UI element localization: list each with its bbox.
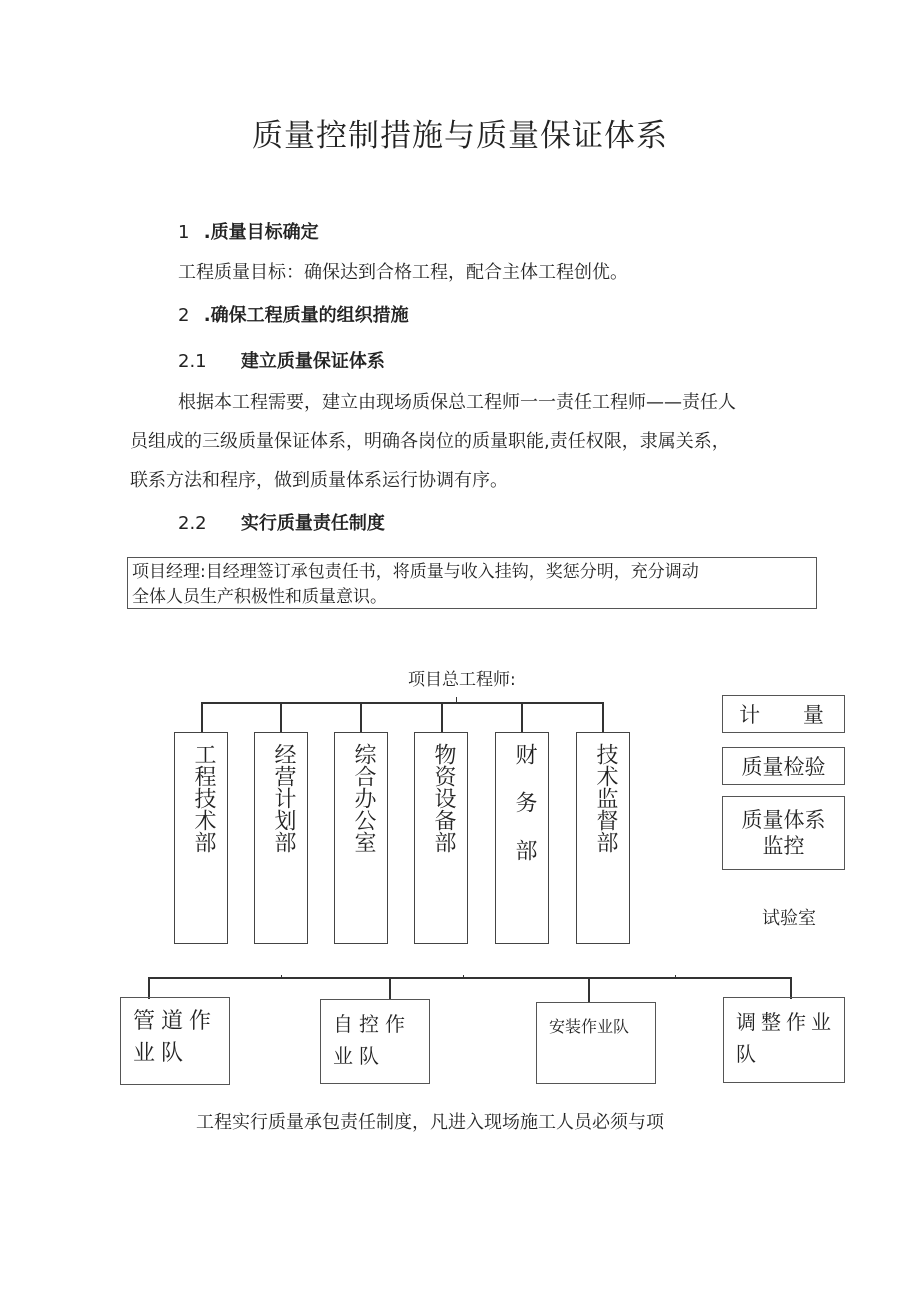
section-2-1-line-2: 员组成的三级质量保证体系，明确各岗位的质量职能,责任权限，隶属关系， [130,431,730,452]
section-2-1-title: 建立质量保证体系 [240,351,385,372]
chief-tick [456,697,457,703]
section-2-number: 2 [178,305,190,326]
team-adjustment: 调整作业队 [723,997,845,1083]
section-2-1-line-3: 联系方法和程序，做到质量体系运行协调有序。 [130,470,508,491]
section-1-number: 1 [178,222,190,243]
dept-office: 综合办公室 [334,732,388,944]
project-manager-box [127,557,817,609]
tick-b [463,975,464,978]
drop-5 [521,702,523,732]
section-2-2-heading [178,509,385,535]
section-2-1-heading [178,347,385,373]
drop-2 [280,702,282,732]
team-drop-1 [148,977,150,999]
section-1-title: .质量目标确定 [203,222,319,243]
dept-planning: 经营计划部 [254,732,308,944]
team-autocontrol: 自控作业队 [320,999,430,1084]
drop-3 [360,702,362,732]
page-title: 质量控制措施与质量保证体系 [252,118,668,154]
section-2-title: .确保工程质量的组织措施 [203,305,409,326]
quality-inspection-box: 质量检验 [722,747,845,785]
section-1-text: 工程质量目标：确保达到合格工程，配合主体工程创优。 [178,262,628,283]
tick-a [281,975,282,978]
drop-6 [602,702,604,732]
quality-system-monitor-box: 质量体系监控 [722,796,845,870]
team-drop-2 [389,977,391,999]
chief-engineer-label: 项目总工程师: [408,670,516,690]
dept-finance: 财务部 [495,732,549,944]
team-installation: 安装作业队 [536,1002,656,1084]
section-2-2-number: 2.2 [178,513,207,534]
footer-text: 工程实行质量承包责任制度，凡进入现场施工人员必须与项 [196,1112,664,1133]
section-2-heading [178,301,409,327]
dept-supervision: 技术监督部 [576,732,630,944]
team-pipeline: 管道作业队 [120,997,230,1085]
project-manager-line-2: 全体人员生产积极性和质量意识。 [132,587,387,607]
section-2-2-title: 实行质量责任制度 [240,513,385,534]
team-drop-4 [790,977,792,999]
drop-4 [441,702,443,732]
project-manager-line-1: 项目经理:目经理签订承包责任书，将质量与收入挂钩，奖惩分明，充分调动 [132,562,699,582]
metrology-box: 计 量 [722,695,845,733]
drop-1 [201,702,203,732]
section-2-1-line-1: 根据本工程需要，建立由现场质保总工程师一一责任工程师——责任人 [178,392,736,413]
team-drop-3 [588,977,590,1003]
section-1-heading [178,218,319,244]
dept-materials: 物资设备部 [414,732,468,944]
top-connector [201,702,603,704]
bottom-connector [148,977,792,979]
tick-c [675,975,676,978]
lab-label: 试验室 [762,908,816,929]
section-2-1-number: 2.1 [178,351,207,372]
dept-engineering: 工程技术部 [174,732,228,944]
